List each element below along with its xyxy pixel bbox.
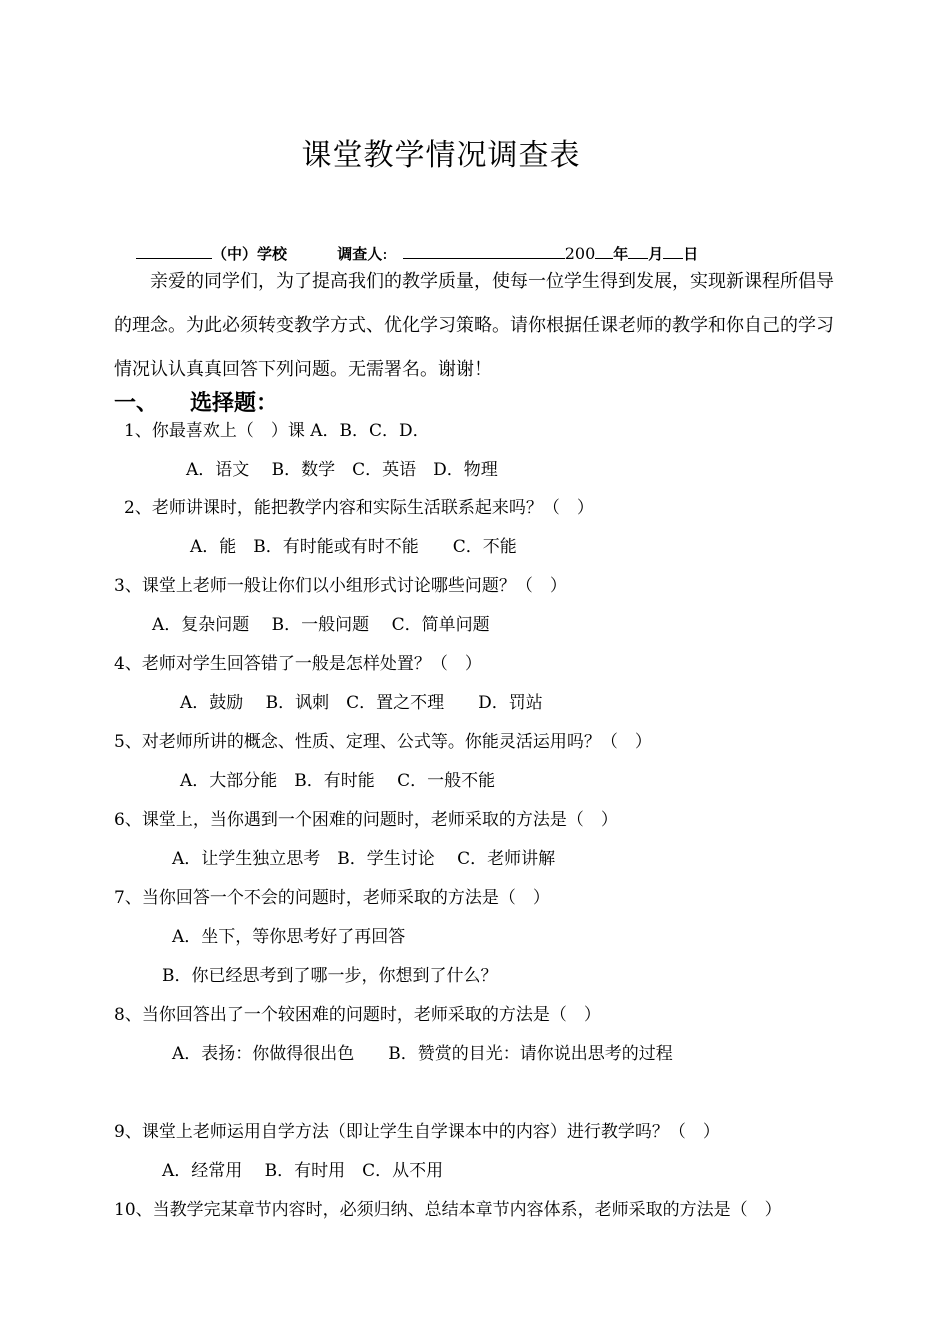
- question-5: 5、对老师所讲的概念、性质、定理、公式等。你能灵活运用吗？（ ）: [114, 732, 652, 752]
- question-3: 3、课堂上老师一般让你们以小组形式讨论哪些问题？（ ）: [114, 576, 567, 596]
- intro-paragraph: 亲爱的同学们，为了提高我们的教学质量，使每一位学生得到发展，实现新课程所倡导的理念。为此必须转变教学方式、优化学习策略。请你根据任课老师的教学和你自己的学习情况认认真真回答下列问题。无需署名。谢谢！: [114, 271, 834, 380]
- options-4: A．鼓励 B．讽刺 C．置之不理 D．罚站: [180, 693, 543, 713]
- surveyor-label: 调查人: [337, 245, 383, 263]
- year-label: 年: [613, 245, 629, 263]
- question-8: 8、当你回答出了一个较困难的问题时，老师采取的方法是（ ）: [114, 1005, 601, 1025]
- question-1: 1、你最喜欢上（ ）课 A．B．C．D．: [124, 421, 430, 441]
- options-9: A．经常用 B．有时用 C．从不用: [162, 1161, 444, 1181]
- question-9: 9、课堂上老师运用自学方法（即让学生自学课本中的内容）进行教学吗？（ ）: [114, 1122, 720, 1142]
- options-2: A．能 B．有时能或有时不能 C．不能: [190, 537, 517, 557]
- section-number: 一、: [114, 391, 159, 416]
- month-label: 月: [648, 245, 664, 263]
- section-title: 选择题：: [190, 391, 279, 416]
- options-7b: B．你已经思考到了哪一步，你想到了什么？: [162, 966, 498, 986]
- section-heading: [114, 386, 278, 417]
- question-2: 2、老师讲课时，能把教学内容和实际生活联系起来吗？（ ）: [124, 498, 594, 518]
- options-3: A．复杂问题 B．一般问题 C．简单问题: [152, 615, 490, 635]
- question-4: 4、老师对学生回答错了一般是怎样处置？（ ）: [114, 654, 482, 674]
- question-10: 10、当教学完某章节内容时，必须归纳、总结本章节内容体系，老师采取的方法是（ ）: [114, 1200, 782, 1220]
- surveyor-blank[interactable]: [403, 242, 565, 259]
- surveyor-colon: :: [382, 244, 388, 263]
- day-label: 日: [683, 245, 699, 263]
- school-label: （中）学校: [212, 245, 288, 263]
- question-7: 7、当你回答一个不会的问题时，老师采取的方法是（ ）: [114, 888, 550, 908]
- options-6: A．让学生独立思考 B．学生讨论 C．老师讲解: [172, 849, 556, 869]
- month-blank[interactable]: [628, 242, 648, 259]
- year-prefix: 200: [564, 244, 596, 263]
- options-7a: A．坐下，等你思考好了再回答: [172, 927, 406, 947]
- day-blank[interactable]: [663, 242, 683, 259]
- options-1: A．语文 B．数学 C．英语 D．物理: [186, 460, 498, 480]
- school-name-blank[interactable]: [136, 242, 212, 259]
- page-title: 课堂教学情况调查表: [301, 138, 581, 173]
- year-blank[interactable]: [595, 242, 613, 259]
- options-8: A．表扬：你做得很出色 B．赞赏的目光：请你说出思考的过程: [172, 1044, 673, 1064]
- question-6: 6、课堂上，当你遇到一个困难的问题时，老师采取的方法是（ ）: [114, 810, 618, 830]
- options-5: A．大部分能 B．有时能 C．一般不能: [180, 771, 496, 791]
